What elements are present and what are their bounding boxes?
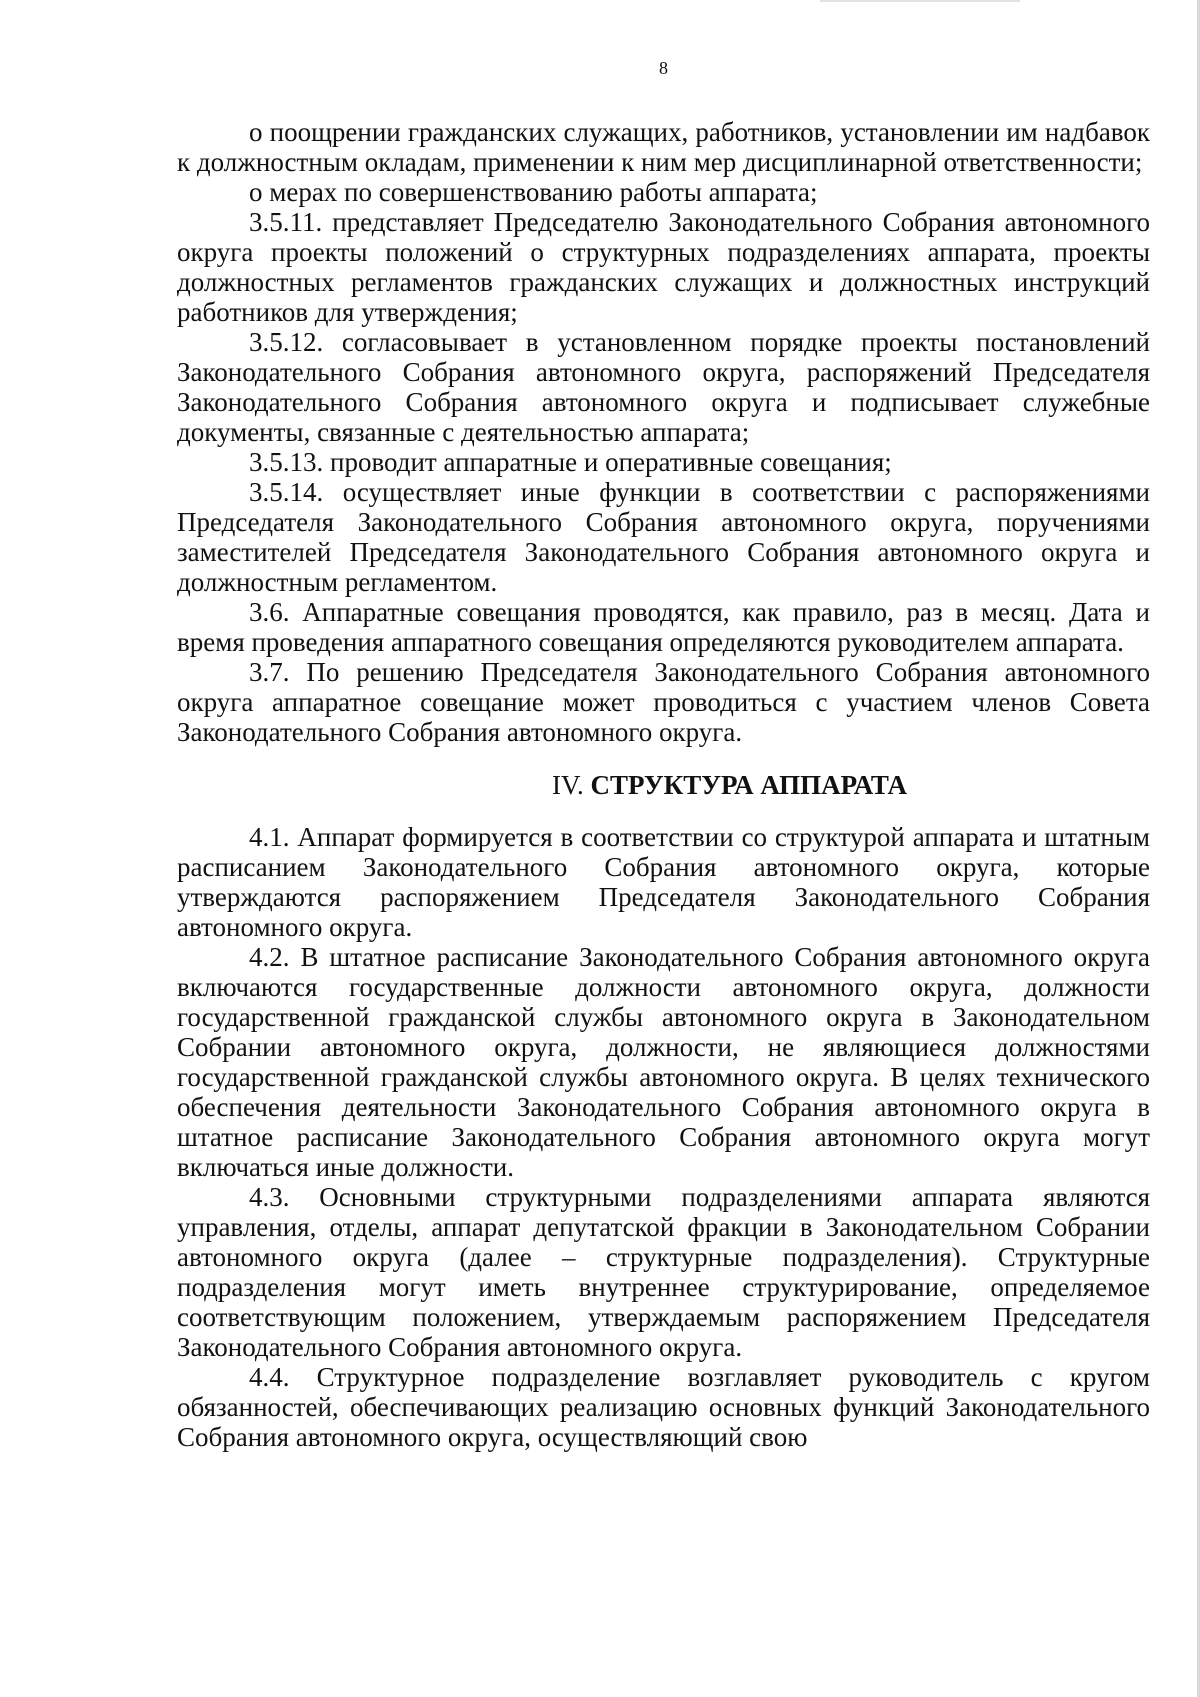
paragraph-3-5-11: 3.5.11. представляет Председателю Законодательного Собрания автономного округа проекты положений о структурных подразделениях аппарата, проекты должностных регламентов гражданских служащих и должностных инструкций работников для утверждения;	[177, 207, 1150, 327]
section-number: IV.	[551, 770, 584, 800]
paragraph-4-4: 4.4. Структурное подразделение возглавляет руководитель с кругом обязанностей, обеспечивающих реализацию основных функций Законодательного Собрания автономного округа, осуществляющий свою	[177, 1362, 1150, 1452]
paragraph-4-1: 4.1. Аппарат формируется в соответствии со структурой аппарата и штатным расписанием Законодательного Собрания автономного округа, которые утверждаются распоряжением Председателя Законодательного Собрания автономного округа.	[177, 822, 1150, 942]
page-number: 8	[659, 58, 668, 78]
paragraph-3-5-13: 3.5.13. проводит аппаратные и оперативные совещания;	[249, 447, 892, 477]
paragraph-encouragement: о поощрении гражданских служащих, работников, установлении им надбавок к должностным окладам, применении к ним мер дисциплинарной ответственности;	[177, 117, 1150, 177]
paragraph-4-3: 4.3. Основными структурными подразделениями аппарата являются управления, отделы, аппарат депутатской фракции в Законодательном Собрании автономного округа (далее – структурные подразделения). Структурные подразделения могут иметь внутреннее структурирование, определяемое соответствующим положением, утверждаемым распоряжением Председателя Законодательного Собрания автономного округа.	[177, 1182, 1150, 1362]
paragraph-improvement-measures: о мерах по совершенствованию работы аппарата;	[249, 177, 818, 207]
paragraph-3-5-14: 3.5.14. осуществляет иные функции в соответствии с распоряжениями Председателя Законодательного Собрания автономного округа, поручениями заместителей Председателя Законодательного Собрания автономного округа и должностным регламентом.	[177, 477, 1150, 597]
section-title: СТРУКТУРА АППАРАТА	[590, 770, 907, 800]
document-body	[177, 117, 1150, 1452]
paragraph-3-5-12: 3.5.12. согласовывает в установленном порядке проекты постановлений Законодательного Собрания автономного округа, распоряжений Председателя Законодательного Собрания автономного округа и подписывает служебные документы, связанные с деятельностью аппарата;	[177, 327, 1150, 447]
scan-edge-top	[820, 0, 1020, 2]
section-heading	[177, 770, 1150, 800]
paragraph-4-2: 4.2. В штатное расписание Законодательного Собрания автономного округа включаются государственные должности автономного округа, должности государственной гражданской службы автономного округа в Законодательном Собрании автономного округа, должности, не являющиеся должностями государственной гражданской службы автономного округа. В целях технического обеспечения деятельности Законодательного Собрания автономного округа в штатное расписание Законодательного Собрания автономного округа могут включаться иные должности.	[177, 942, 1150, 1182]
paragraph-3-7: 3.7. По решению Председателя Законодательного Собрания автономного округа аппаратное совещание может проводиться с участием членов Совета Законодательного Собрания автономного округа.	[177, 657, 1150, 747]
paragraph-3-6: 3.6. Аппаратные совещания проводятся, как правило, раз в месяц. Дата и время проведения аппаратного совещания определяются руководителем аппарата.	[177, 597, 1150, 657]
